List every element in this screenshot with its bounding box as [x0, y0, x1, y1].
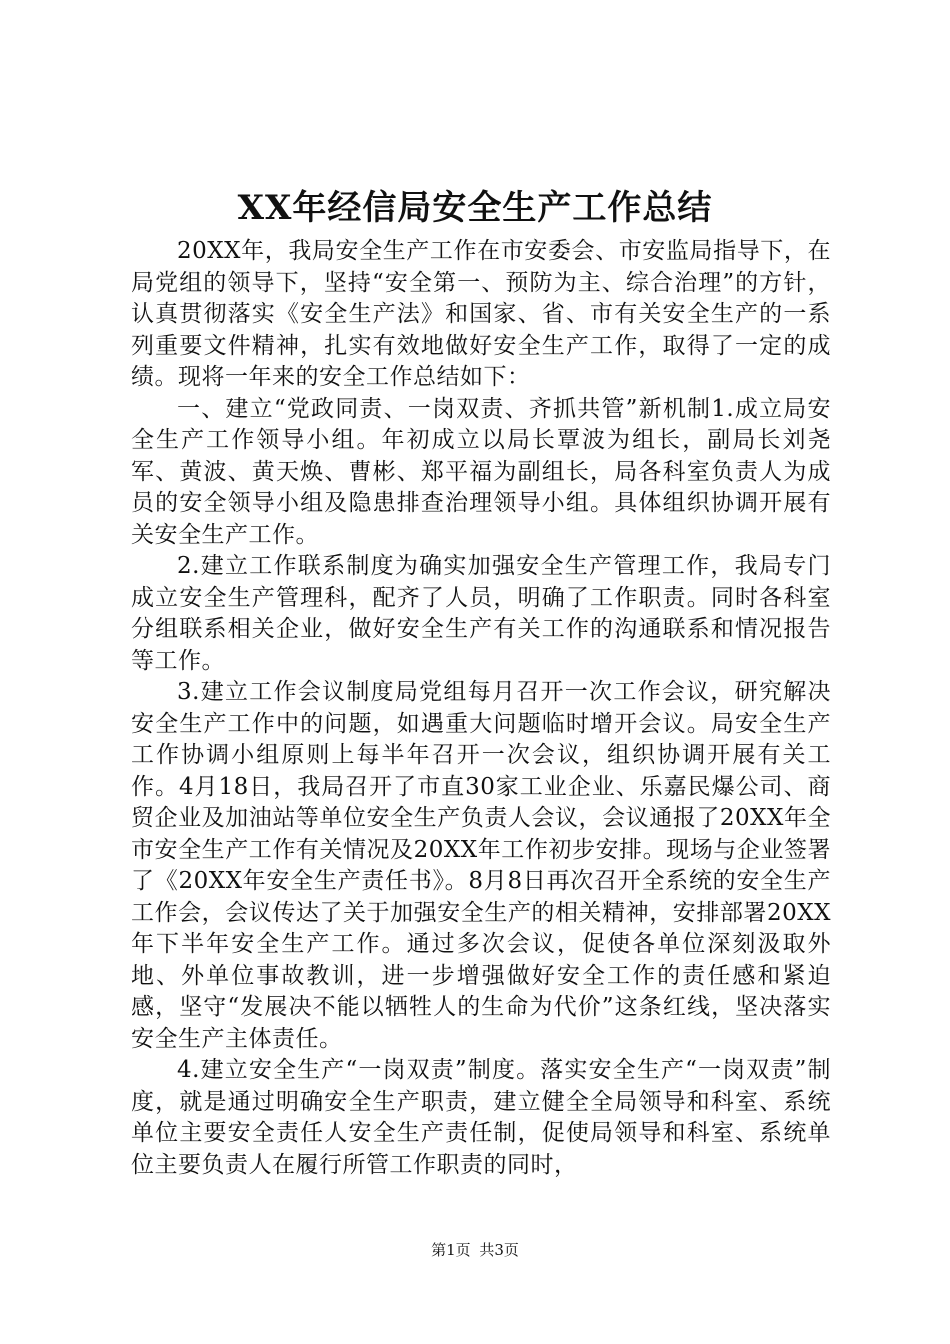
page-footer: [0, 1240, 950, 1260]
document-title: XX年经信局安全生产工作总结: [237, 188, 713, 228]
document-body: [131, 236, 831, 1181]
paragraph-intro: 20XX年，我局安全生产工作在市安委会、市安监局指导下，在局党组的领导下，坚持“安全第一、预防为主、综合治理”的方针，认真贯彻落实《安全生产法》和国家、省、市有关安全生产的一系列重要文件精神，扎实有效地做好安全生产工作，取得了一定的成绩。现将一年来的安全工作总结如下：: [131, 238, 831, 390]
paragraph-item-2: 2.建立工作联系制度为确实加强安全生产管理工作，我局专门成立安全生产管理科，配齐了人员，明确了工作职责。同时各科室分组联系相关企业，做好安全生产有关工作的沟通联系和情况报告等工作。: [131, 553, 831, 674]
paragraph-section-1: 一、建立“党政同责、一岗双责、齐抓共管”新机制1.成立局安全生产工作领导小组。年初成立以局长覃波为组长，副局长刘尧军、黄波、黄天焕、曹彬、郑平福为副组长，局各科室负责人为成员的安全领导小组及隐患排查治理领导小组。具体组织协调开展有关安全生产工作。: [131, 395, 831, 548]
paragraph-item-4: 4.建立安全生产“一岗双责”制度。落实安全生产“一岗双责”制度，就是通过明确安全生产职责，建立健全全局领导和科室、系统单位主要安全责任人安全生产责任制，促使局领导和科室、系统单位主要负责人在履行所管工作职责的同时，: [131, 1057, 831, 1178]
page-total: 共3页: [479, 1241, 519, 1259]
paragraph-item-3: 3.建立工作会议制度局党组每月召开一次工作会议，研究解决安全生产工作中的问题，如遇重大问题临时增开会议。局安全生产工作协调小组原则上每半年召开一次会议，组织协调开展有关工作。4月18日，我局召开了市直30家工业企业、乐嘉民爆公司、商贸企业及加油站等单位安全生产负责人会议，会议通报了20XX年全市安全生产工作有关情况及20XX年工作初步安排。现场与企业签署了《20XX年安全生产责任书》。8月8日再次召开全系统的安全生产工作会，会议传达了关于加强安全生产的相关精神，安排部署20XX年下半年安全生产工作。通过多次会议，促使各单位深刻汲取外地、外单位事故教训，进一步增强做好安全工作的责任感和紧迫感，坚守“发展决不能以牺牲人的生命为代价”这条红线，坚决落实安全生产主体责任。: [131, 679, 831, 1052]
page-number: 第1页: [431, 1241, 471, 1259]
